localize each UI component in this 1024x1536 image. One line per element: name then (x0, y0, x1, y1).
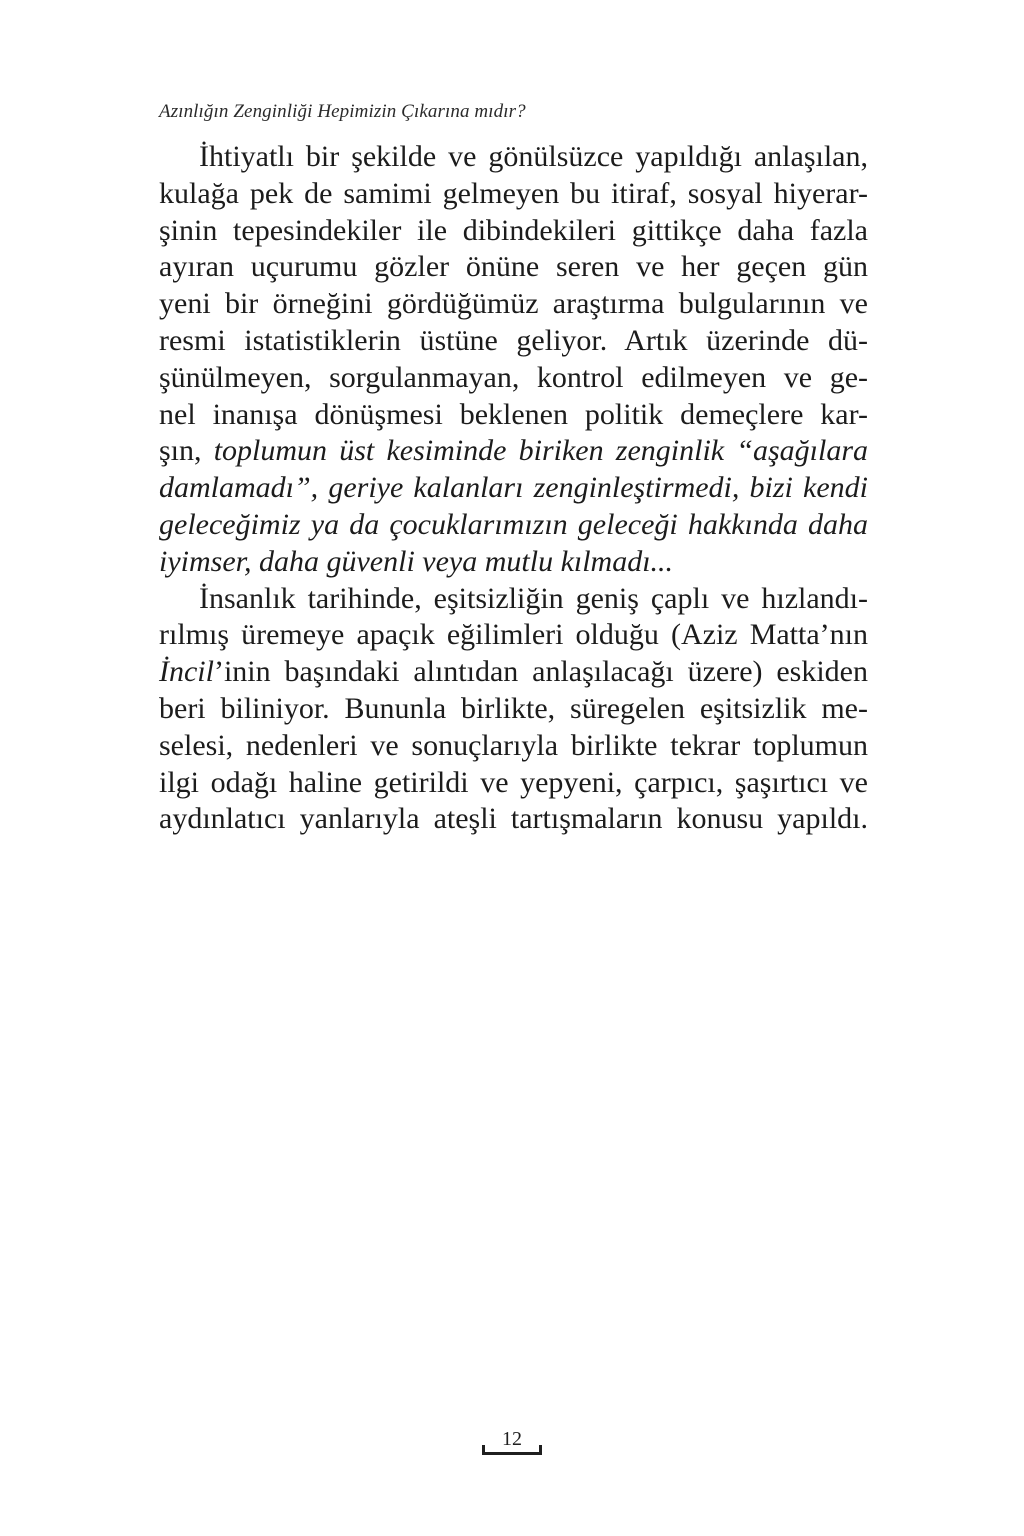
text-line: resmi istatistiklerin üstüne geliyor. Artık üzerinde dü- (159, 323, 868, 357)
text-line-mixed (159, 654, 868, 691)
text-line: aydınlatıcı yanlarıyla ateşli tartışmaların konusu yapıldı. (159, 802, 868, 836)
running-head: Azınlığın Zenginliği Hepimizin Çıkarına mıdır? (159, 101, 526, 122)
text-line: İnsanlık tarihinde, eşitsizliğin geniş çaplı ve hızlandı- (199, 581, 868, 615)
text-line: ilgi odağı haline getirildi ve yepyeni, çarpıcı, şaşırtıcı ve (159, 765, 868, 799)
paragraph-1 (159, 139, 868, 581)
text-line: yeni bir örneğini gördüğümüz araştırma bulgularının ve (159, 287, 868, 321)
italic-line (159, 507, 868, 544)
body-text (159, 139, 868, 838)
italic-segment: toplumun üst kesiminde biriken zenginlik “aşağılara (213, 434, 868, 468)
text-line: İhtiyatlı bir şekilde ve gönülsüzce yapıldığı anlaşılan, (199, 140, 868, 173)
text-segment: şın, (159, 434, 214, 468)
text-line: kulağa pek de samimi gelmeyen bu itiraf, sosyal hiyerar- (159, 176, 868, 210)
italic-line (159, 544, 868, 581)
page-number-block (480, 1428, 544, 1456)
paragraph-2 (159, 581, 868, 839)
page-number-tick-left (482, 1445, 485, 1455)
text-line: şünülmeyen, sorgulanmayan, kontrol edilmeyen ve ge- (159, 360, 868, 394)
text-line: selesi, nedenleri ve sonuçlarıyla birlikte tekrar toplumun (159, 728, 868, 762)
italic-segment: geleceğimiz ya da çocuklarımızın geleceği hakkında daha (159, 507, 868, 541)
text-line: şinin tepesindekiler ile dibindekileri gittikçe daha fazla (159, 213, 868, 247)
text-line-mixed (159, 433, 868, 470)
text-line: beri biliniyor. Bununla birlikte, süregelen eşitsizlik me- (159, 691, 868, 725)
text-line: rılmış üremeye apaçık eğilimleri olduğu (Aziz Matta’nın (159, 618, 868, 652)
italic-line (159, 470, 868, 507)
text-line: ayıran uçurumu gözler önüne seren ve her geçen gün (159, 250, 868, 284)
italic-segment: iyimser, daha güvenli veya mutlu kılmadı... (159, 544, 674, 578)
italic-segment: damlamadı”, geriye kalanları zenginleştirmedi, bizi kendi (159, 471, 868, 505)
page-number: 12 (502, 1428, 522, 1450)
page-number-rule (482, 1452, 542, 1455)
text-line: nel inanışa dönüşmesi beklenen politik demeçlere kar- (159, 397, 868, 431)
text-segment: ’inin başındaki alıntıdan anlaşılacağı üzere) eskiden (213, 655, 868, 689)
page-number-tick-right (539, 1445, 542, 1455)
italic-segment: İncil (159, 655, 214, 689)
